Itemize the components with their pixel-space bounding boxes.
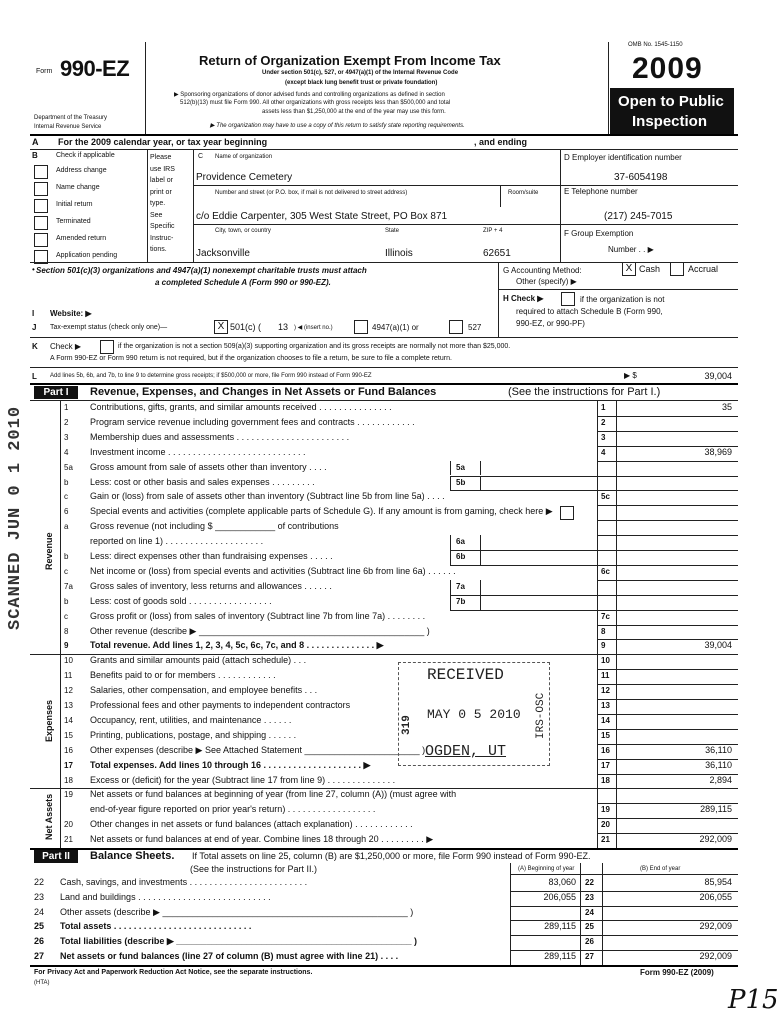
- group-exemption-label: F Group Exemption: [564, 229, 634, 238]
- form-subtitle-1: Under section 501(c), 527, or 4947(a)(1) of the Internal Revenue Code: [262, 70, 459, 76]
- balance-line-text: Total liabilities (describe ▶ _______________________________________________ ): [60, 936, 418, 947]
- cash-checkbox[interactable]: X: [622, 262, 636, 276]
- line-box-label: 6c: [601, 566, 610, 576]
- part2-title: Balance Sheets.: [90, 850, 175, 862]
- group-exemption-number: Number . . ▶: [608, 245, 654, 254]
- line-text: Program service revenue including government fees and contracts . . . . . . . . . . . .: [90, 416, 415, 427]
- part2-badge: Part II: [34, 850, 78, 863]
- ein-value[interactable]: 37-6054198: [614, 172, 668, 183]
- mid-box-divider: [450, 550, 451, 565]
- 4947-checkbox[interactable]: [354, 320, 368, 334]
- part1-title-note: (See the instructions for Part I.): [508, 386, 661, 398]
- gaming-checkbox[interactable]: [560, 506, 574, 520]
- form-number: 990-EZ: [60, 56, 130, 81]
- balance-box-label: 27: [585, 952, 594, 961]
- line-text: Less: cost or other basis and sales expenses . . . . . . . . .: [90, 476, 315, 487]
- line-number: 8: [64, 626, 69, 636]
- section-h-text-3: 990-EZ, or 990-PF): [516, 319, 585, 328]
- line-text: Printing, publications, postage, and shipping . . . . . .: [90, 729, 297, 740]
- 501c-number[interactable]: 13: [278, 322, 289, 332]
- line-rule: [597, 684, 738, 685]
- mid-box-divider: [480, 580, 481, 595]
- balance-line-number: 22: [34, 877, 45, 887]
- section-b-letter: B: [32, 151, 38, 160]
- accrual-checkbox[interactable]: [670, 262, 684, 276]
- part1-badge: Part I: [34, 386, 78, 399]
- line-number: 14: [64, 715, 73, 725]
- balance-box-label: 23: [585, 892, 594, 902]
- received-stamp-code: 319: [401, 715, 413, 735]
- line-text: Membership dues and assessments . . . . . . . . . . . . . . . . . . . . . . .: [90, 431, 350, 442]
- line-box-label: 10: [601, 656, 610, 666]
- zip-label: ZIP + 4: [483, 228, 503, 234]
- sponsor-note-1: ▶ Sponsoring organizations of donor advised funds and controlling organizations as defined in section: [174, 92, 445, 98]
- open-to-public-line1: Open to Public: [618, 93, 724, 110]
- section-h-text-2: required to attach Schedule B (Form 990,: [516, 307, 663, 316]
- section-k-text-2: A Form 990-EZ or Form 990 return is not required, but if the organization chooses to file a return, be sure to file a complete return.: [50, 355, 452, 362]
- line-text: Investment income . . . . . . . . . . . . . . . . . . . . . . . . . . . .: [90, 446, 306, 457]
- line-text: Contributions, gifts, grants, and similar amounts received . . . . . . . . . . . . . . .: [90, 402, 392, 412]
- line-number: 6: [64, 507, 69, 517]
- section-h-check: H Check ▶: [503, 294, 544, 303]
- accounting-method-label: G Accounting Method:: [503, 266, 582, 275]
- line-rule: [597, 416, 738, 417]
- balance-line-rule: [510, 935, 738, 936]
- privacy-notice: For Privacy Act and Paperwork Reduction Act Notice, see the separate instructions.: [34, 969, 313, 976]
- line-amount[interactable]: 38,969: [704, 446, 732, 457]
- state-note: ▶ The organization may have to use a copy of this return to satisfy state reporting requirements.: [210, 123, 465, 129]
- net-assets-side-label: Net Assets: [44, 793, 54, 840]
- line-text: end-of-year figure reported on prior year's return) . . . . . . . . . . . . . . . . . .: [90, 804, 376, 815]
- balance-line-text: Other assets (describe ▶ _________________________________________________ ): [60, 906, 414, 917]
- line-box-label: 20: [601, 820, 610, 830]
- balance-line-number: 24: [34, 906, 45, 917]
- section-divider: [30, 654, 738, 655]
- line-text: Gross profit or (loss) from sales of inventory (Subtract line 7b from line 7a) . . . . . . . .: [90, 610, 426, 621]
- line-number: 1: [64, 403, 69, 412]
- please-label-line: Please: [150, 154, 172, 161]
- section-a-text: For the 2009 calendar year, or tax year beginning: [58, 137, 268, 147]
- street-value[interactable]: c/o Eddie Carpenter, 305 West State Street, PO Box 871: [196, 211, 448, 222]
- state-label: State: [385, 228, 400, 234]
- beginning-of-year-amount[interactable]: 289,115: [544, 951, 576, 961]
- hta-label: (HTA): [34, 980, 50, 986]
- please-label-line: label or: [150, 177, 173, 184]
- end-of-year-amount[interactable]: 292,009: [699, 951, 732, 961]
- line-text: Other revenue (describe ▶ _____________________________________________ ): [90, 625, 430, 636]
- line-number: 9: [64, 641, 69, 651]
- line-number: 18: [64, 775, 73, 785]
- line-number: 7a: [64, 581, 73, 591]
- balance-line-number: 27: [34, 951, 45, 961]
- mid-box-rule: [450, 490, 597, 491]
- line-rule: [597, 818, 738, 819]
- line-number: 15: [64, 730, 73, 740]
- applicable-label: Initial return: [56, 201, 93, 208]
- line-box-label: 18: [601, 775, 610, 785]
- part1-title: Revenue, Expenses, and Changes in Net Assets or Fund Balances: [90, 386, 437, 398]
- balance-line-number: 26: [34, 936, 45, 947]
- street-label: Number and street (or P.O. box, if mail is not delivered to street address): [215, 190, 408, 196]
- please-label-line: print or: [150, 188, 172, 196]
- balance-line-text: Net assets or fund balances (line 27 of column (B) must agree with line 21) . . . .: [60, 951, 399, 961]
- balance-box-label: 26: [585, 937, 594, 947]
- mid-box-rule: [450, 595, 597, 596]
- open-to-public-line2: Inspection: [632, 113, 708, 130]
- section-a-letter: A: [32, 137, 39, 147]
- org-name-value[interactable]: Providence Cemetery: [196, 172, 293, 183]
- expenses-side-label: Expenses: [44, 699, 54, 742]
- handwritten-page-mark: P15: [728, 985, 779, 1015]
- room-suite-label: Room/suite: [508, 190, 539, 196]
- please-label-line: tions.: [150, 246, 167, 253]
- tax-year: 2009: [632, 52, 703, 85]
- section-k-letter: K: [32, 342, 38, 351]
- scanned-stamp: SCANNED JUN 0 1 2010: [6, 405, 25, 630]
- city-value[interactable]: Jacksonville: [196, 248, 250, 259]
- 527-label: 527: [468, 323, 482, 332]
- line-text: Less: cost of goods sold . . . . . . . . . . . . . . . . .: [90, 595, 272, 606]
- line-amount[interactable]: 292,009: [699, 834, 732, 845]
- line-rule: [597, 580, 738, 581]
- line-text: Other changes in net assets or fund balances (attach explanation) . . . . . . . . . . . .: [90, 819, 413, 830]
- mid-box-divider: [450, 595, 451, 610]
- received-stamp-location: OGDEN, UT: [425, 743, 507, 760]
- section-divider: [30, 788, 738, 789]
- line-text: Salaries, other compensation, and employee benefits . . .: [90, 685, 318, 696]
- line-box-label: 9: [601, 641, 606, 651]
- line-text: Excess or (deficit) for the year (Subtract line 17 from line 9) . . . . . . . . . . . . . .: [90, 774, 396, 785]
- tax-exempt-status-label: Tax-exempt status (check only one)—: [50, 324, 168, 331]
- end-of-year-amount[interactable]: 85,954: [704, 877, 732, 887]
- column-a-header: (A) Beginning of year: [518, 866, 575, 872]
- line-number: b: [64, 596, 69, 606]
- line-box-label: 7c: [601, 611, 610, 621]
- balance-box-label: 24: [585, 907, 594, 917]
- sponsor-note-3: assets less than $1,250,000 at the end of the year may use this form.: [262, 109, 446, 115]
- beginning-of-year-amount[interactable]: 206,055: [543, 891, 576, 902]
- line-number: 4: [64, 447, 69, 457]
- line-box-label: 17: [601, 760, 610, 770]
- line-number: c: [64, 611, 68, 621]
- accrual-label: Accrual: [688, 264, 719, 274]
- line-text: Occupancy, rent, utilities, and maintenance . . . . . .: [90, 714, 292, 725]
- balance-line-text: Cash, savings, and investments . . . . . . . . . . . . . . . . . . . . . . . .: [60, 877, 308, 887]
- line-text: Total expenses. Add lines 10 through 16 . . . . . . . . . . . . . . . . . . . . ▶: [90, 759, 371, 770]
- irs-label: Internal Revenue Service: [34, 124, 102, 130]
- zip-value[interactable]: 62651: [483, 248, 511, 259]
- applicable-label: Terminated: [56, 218, 91, 225]
- section-501-note-1: Section 501(c)(3) organizations and 4947(a)(1) nonexempt charitable trusts must attach: [36, 266, 367, 275]
- mid-box-divider: [450, 535, 451, 550]
- end-of-year-amount[interactable]: 292,009: [699, 921, 732, 932]
- state-value[interactable]: Illinois: [385, 248, 413, 259]
- line-box-label: 15: [601, 730, 610, 740]
- mid-box-divider: [480, 595, 481, 610]
- line-number: 12: [64, 686, 73, 696]
- line-rule: [597, 476, 738, 477]
- mid-box-divider: [480, 476, 481, 491]
- 4947-label: 4947(a)(1) or: [372, 323, 419, 332]
- line-text: Special events and activities (complete applicable parts of Schedule G). If any amount is from gaming, check here ▶: [90, 506, 553, 517]
- dept-treasury: Department of the Treasury: [34, 115, 108, 121]
- part2-sub: (See the instructions for Part II.): [190, 864, 318, 874]
- mid-box-divider: [450, 580, 451, 595]
- line-box-label: 16: [601, 745, 610, 755]
- line-text: Gross amount from sale of assets other than inventory . . . .: [90, 461, 327, 472]
- balance-line-text: Total assets . . . . . . . . . . . . . . . . . . . . . . . . . . . .: [60, 921, 252, 932]
- line-text: Other expenses (describe ▶ See Attached Statement _______________________ ): [90, 744, 426, 755]
- line-number: 10: [64, 656, 73, 666]
- line-box-label: 3: [601, 432, 606, 442]
- line-text: Gross revenue (not including $ ____________ of contributions: [90, 521, 339, 532]
- website-label: Website: ▶: [50, 309, 92, 318]
- mid-box-label: 5b: [456, 477, 466, 487]
- line-rule: [597, 729, 738, 730]
- line-text: Less: direct expenses other than fundraising expenses . . . . .: [90, 551, 333, 561]
- line-rule: [597, 431, 738, 432]
- mid-box-divider: [480, 461, 481, 476]
- section-i-letter: I: [32, 309, 35, 318]
- line-box-label: 5c: [601, 492, 610, 502]
- line-rule: [597, 490, 738, 491]
- mid-box-divider: [480, 550, 481, 565]
- line-text: Professional fees and other payments to independent contractors: [90, 700, 351, 710]
- balance-box-label: 22: [585, 878, 594, 887]
- line-box-label: 19: [601, 805, 610, 815]
- applicable-checkbox[interactable]: [34, 216, 48, 230]
- revenue-side-label: Revenue: [44, 532, 54, 570]
- line-text: Benefits paid to or for members . . . . . . . . . . . .: [90, 670, 276, 681]
- section-j-letter: J: [32, 323, 37, 332]
- ein-label: D Employer identification number: [564, 153, 682, 162]
- line-box-label: 21: [601, 835, 610, 845]
- line-box-label: 2: [601, 417, 606, 427]
- section-501-note-2: a completed Schedule A (Form 990 or 990-EZ).: [155, 278, 331, 287]
- section-k-checkbox[interactable]: [100, 340, 114, 354]
- section-c-letter: C: [198, 153, 204, 160]
- received-stamp-date: MAY 0 5 2010: [427, 707, 521, 722]
- line-box-label: 14: [601, 715, 610, 725]
- end-of-year-amount[interactable]: 206,055: [699, 891, 732, 902]
- applicable-checkbox[interactable]: [34, 233, 48, 247]
- received-stamp-irs: IRS-OSC: [535, 692, 547, 739]
- 501c-checkbox[interactable]: X: [214, 320, 228, 334]
- line-number: 19: [64, 790, 73, 800]
- mid-box-label: 5a: [456, 462, 465, 472]
- line-amount[interactable]: 35: [721, 402, 732, 412]
- line-amount[interactable]: 36,110: [705, 744, 732, 755]
- 527-checkbox[interactable]: [449, 320, 463, 334]
- line-text: Net assets or fund balances at beginning of year (from line 27, column (A)) (must agree with: [90, 789, 457, 800]
- section-a-ending: , and ending: [474, 137, 527, 147]
- mid-box-label: 7b: [456, 596, 466, 606]
- applicable-label: Amended return: [56, 235, 107, 242]
- telephone-value[interactable]: (217) 245-7015: [604, 211, 673, 222]
- line-number: 5a: [64, 462, 73, 472]
- line-box-label: 11: [601, 671, 610, 681]
- received-stamp: [398, 662, 550, 766]
- line-amount[interactable]: 289,115: [700, 804, 732, 815]
- applicable-label: Application pending: [56, 252, 118, 259]
- line-rule: [597, 595, 738, 596]
- mid-box-rule: [450, 565, 597, 566]
- line-number: c: [64, 492, 68, 502]
- please-label-line: use IRS: [150, 165, 175, 173]
- line-amount[interactable]: 2,894: [709, 774, 732, 785]
- line-amount[interactable]: 36,110: [705, 759, 732, 770]
- applicable-checkbox[interactable]: [34, 165, 48, 179]
- balance-line-text: Land and buildings . . . . . . . . . . . . . . . . . . . . . . . . . . .: [60, 891, 271, 902]
- section-l-text: Add lines 5b, 6b, and 7b, to line 9 to determine gross receipts; if $500,000 or more, file Form 990 instead of Form 990-EZ: [50, 373, 372, 379]
- line-amount[interactable]: 39,004: [704, 640, 732, 651]
- line-rule: [597, 699, 738, 700]
- beginning-of-year-amount[interactable]: 83,060: [548, 877, 576, 887]
- please-label-line: type.: [150, 200, 166, 207]
- mid-box-divider: [480, 535, 481, 550]
- telephone-label: E Telephone number: [564, 187, 638, 196]
- balance-line-number: 25: [34, 921, 45, 932]
- section-l-letter: L: [32, 372, 37, 381]
- line-number: 16: [64, 745, 73, 755]
- line-number: b: [64, 477, 69, 487]
- line-text: Net income or (loss) from special events and activities (Subtract line 6b from line 6a) . . . . . .: [90, 565, 456, 576]
- mid-box-rule: [450, 610, 597, 611]
- line-text: Gain or (loss) from sale of assets other than inventory (Subtract line 5b from line 5a) . . . .: [90, 491, 445, 502]
- insert-no-label: ) ◀ (insert no.): [294, 325, 333, 331]
- line-number: c: [64, 566, 68, 576]
- please-label-line: See: [150, 211, 163, 219]
- line-rule: [597, 565, 738, 566]
- applicable-checkbox[interactable]: [34, 182, 48, 196]
- form-label: Form: [36, 68, 53, 75]
- line-text: Grants and similar amounts paid (attach schedule) . . .: [90, 655, 307, 666]
- section-k-check: Check ▶: [50, 342, 82, 351]
- form-title: Return of Organization Exempt From Income Tax: [199, 53, 501, 68]
- line-rule: [597, 505, 738, 506]
- line-number: 20: [64, 820, 73, 830]
- form-reference: Form 990-EZ (2009): [640, 968, 714, 977]
- section-k-text-1: if the organization is not a section 509(a)(3) supporting organization and its gross receipts are normally not more than $25,000.: [118, 343, 511, 350]
- mid-box-rule: [450, 550, 597, 551]
- line-number: 3: [64, 432, 69, 442]
- line-number: 17: [64, 760, 73, 770]
- bullet-icon: •: [32, 265, 35, 274]
- line-box-label: 12: [601, 686, 610, 696]
- org-name-label: Name of organization: [215, 154, 273, 160]
- line-rule: [597, 714, 738, 715]
- open-to-public-box: [610, 88, 734, 134]
- omb-number: OMB No. 1545-1150: [628, 42, 683, 48]
- other-method-label: Other (specify) ▶: [516, 277, 577, 286]
- line-text: Total revenue. Add lines 1, 2, 3, 4, 5c, 6c, 7c, and 8 . . . . . . . . . . . . . . ▶: [90, 640, 384, 651]
- column-b-header: (B) End of year: [640, 866, 681, 872]
- form-subtitle-2: (except black lung benefit trust or private foundation): [285, 80, 438, 86]
- section-b-heading: Check if applicable: [56, 152, 115, 159]
- section-l-arrow: ▶ $: [624, 371, 637, 380]
- line-rule: [597, 520, 738, 521]
- please-label-line: Specific: [150, 223, 175, 230]
- mid-box-label: 7a: [456, 581, 465, 591]
- line-text: Gross sales of inventory, less returns and allowances . . . . . .: [90, 580, 332, 591]
- section-h-text-1: if the organization is not: [580, 295, 665, 304]
- line-rule: [597, 669, 738, 670]
- mid-box-label: 6a: [456, 537, 465, 547]
- sponsor-note-2: 512(b)(13) must file Form 990. All other organizations with gross receipts less than $500,000 and total: [180, 100, 451, 106]
- balance-line-rule: [510, 906, 738, 907]
- applicable-checkbox[interactable]: [34, 199, 48, 213]
- line-rule: [597, 535, 738, 536]
- line-rule: [597, 550, 738, 551]
- line-number: 11: [64, 671, 73, 681]
- line-text: Net assets or fund balances at end of year. Combine lines 18 through 20 . . . . . . . . . ▶: [90, 834, 434, 845]
- schedule-b-checkbox[interactable]: [561, 292, 575, 306]
- mid-box-rule: [450, 476, 597, 477]
- line-box-label: 4: [601, 447, 606, 457]
- applicable-label: Name change: [56, 184, 100, 191]
- line-number: 13: [64, 701, 73, 710]
- balance-line-number: 23: [34, 891, 45, 902]
- balance-box-label: 25: [585, 922, 594, 932]
- line-box-label: 13: [601, 701, 610, 710]
- mid-box-divider: [450, 476, 451, 491]
- gross-receipts-value[interactable]: 39,004: [704, 371, 732, 381]
- line-text: reported on line 1) . . . . . . . . . . . . . . . . . . . .: [90, 536, 264, 547]
- applicable-label: Address change: [56, 167, 107, 174]
- line-number: a: [64, 522, 69, 532]
- line-number: 2: [64, 417, 69, 427]
- city-label: City, town, or country: [215, 228, 271, 234]
- line-number: b: [64, 552, 69, 561]
- 501c-label: 501(c) (: [230, 322, 262, 332]
- line-rule: [597, 461, 738, 462]
- mid-box-divider: [450, 461, 451, 476]
- please-label-line: Instruc-: [150, 234, 174, 242]
- cash-label: Cash: [639, 264, 661, 274]
- line-number: 21: [64, 835, 73, 845]
- line-box-label: 1: [601, 403, 606, 412]
- line-rule: [597, 625, 738, 626]
- line-box-label: 8: [601, 626, 606, 636]
- beginning-of-year-amount[interactable]: 289,115: [544, 921, 576, 932]
- received-stamp-title: RECEIVED: [427, 666, 504, 684]
- mid-box-label: 6b: [456, 552, 466, 561]
- line-rule: [597, 610, 738, 611]
- part2-title-rest: If Total assets on line 25, column (B) are $1,250,000 or more, file Form 990 instead of Form 990-EZ.: [192, 851, 591, 861]
